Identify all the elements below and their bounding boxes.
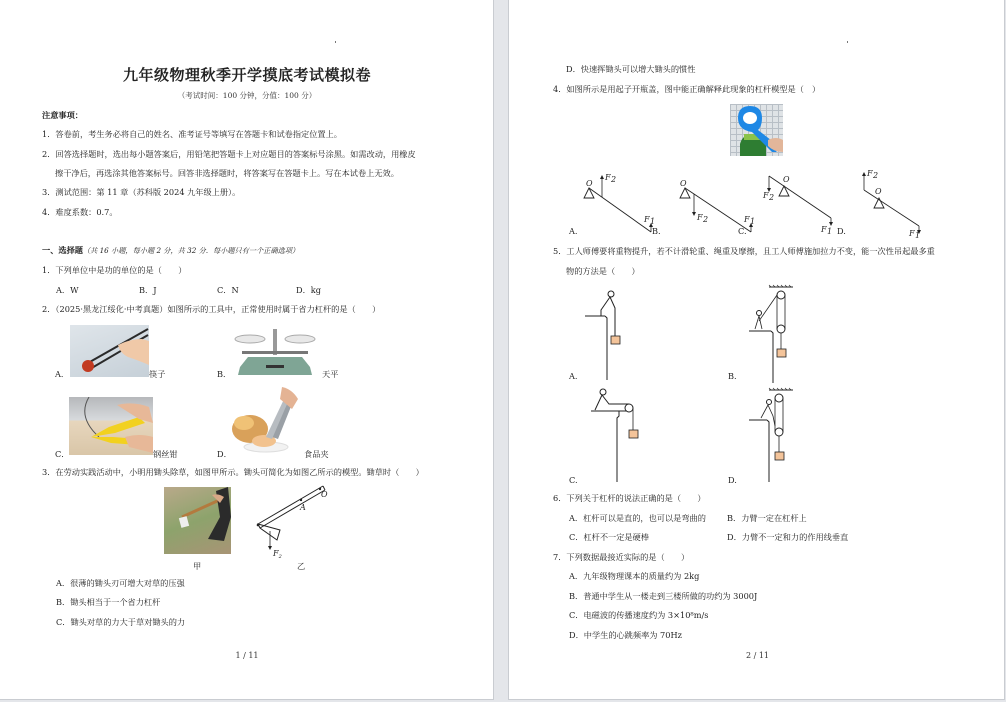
q4-option-b: B.	[652, 226, 661, 236]
svg-text:2: 2	[611, 175, 617, 184]
figure-label-yi: 乙	[297, 561, 306, 571]
lever-model-b	[680, 179, 755, 232]
hoe-weeding-photo	[164, 487, 231, 554]
q6-option-c: C．杠杆不一定是硬棒	[569, 532, 649, 542]
question-5-stem-cont: 物的方法是（ ）	[566, 266, 640, 276]
figure-label-jia: 甲	[193, 561, 202, 571]
q2-option-c-caption: 钢丝钳	[153, 449, 178, 459]
lever-model-d	[862, 170, 921, 240]
q3-option-b: B．锄头相当于一个省力杠杆	[56, 597, 161, 607]
svg-text:O: O	[586, 179, 593, 188]
q5-option-c: C.	[569, 475, 578, 485]
svg-text:F: F	[821, 225, 827, 234]
svg-text:F: F	[605, 173, 611, 182]
q2-option-d-caption: 食品夹	[304, 449, 329, 459]
pulley-diagram-a	[579, 288, 639, 380]
q2-option-b-letter: B．	[217, 369, 232, 379]
svg-text:1: 1	[650, 217, 656, 226]
q2-option-c-letter: C．	[55, 449, 70, 459]
q6-option-a: A．杠杆可以是直的，也可以是弯曲的	[569, 513, 706, 523]
q2-option-a-caption: 筷子	[149, 369, 166, 379]
question-3-stem: 3．在劳动实践活动中，小明用锄头除草，如图甲所示。锄头可简化为如图乙所示的模型。锄草时（ ）	[42, 467, 424, 477]
svg-text:F: F	[644, 215, 650, 224]
q7-option-d: D．中学生的心跳频率为 70Hz	[569, 630, 682, 640]
section-title: 一、选择题	[42, 245, 83, 255]
page-number: 1 / 11	[235, 651, 259, 660]
label-a: A	[300, 503, 306, 512]
pulley-diagram-c	[591, 386, 641, 482]
q1-option-b: B．J	[139, 285, 157, 295]
chopsticks-photo	[70, 325, 149, 377]
svg-text:1: 1	[915, 231, 921, 240]
svg-text:F: F	[744, 215, 750, 224]
q6-option-b: B．力臂一定在杠杆上	[727, 513, 807, 523]
svg-text:1: 1	[827, 227, 833, 236]
q7-option-c: C．电磁波的传播速度约为 3×10⁸m/s	[569, 610, 709, 620]
q4-option-d: D.	[837, 226, 846, 236]
svg-text:F: F	[867, 170, 873, 178]
q3-option-d: D．快速挥锄头可以增大锄头的惯性	[566, 64, 696, 74]
question-2-stem: 2．（2025·黑龙江绥化·中考真题）如图所示的工具中，正常使用时属于省力杠杆的是（ ）	[42, 304, 381, 314]
lever-model-a	[584, 173, 655, 232]
bottle-opener-photo	[730, 104, 783, 156]
question-6-stem: 6．下列关于杠杆的说法正确的是（ ）	[553, 493, 706, 503]
notice-item: 1．答卷前，考生务必将自己的姓名、准考证号等填写在答题卡和试卷指定位置上。	[42, 129, 342, 139]
q5-option-b: B.	[728, 371, 737, 381]
label-o: O	[321, 490, 328, 499]
q2-option-d-letter: D．	[217, 449, 232, 459]
notice-heading: 注意事项：	[42, 110, 83, 120]
notice-item: 擦干净后，再选涂其他答案标号。回答非选择题时，将答案写在答题卡上。写在本试卷上无效。	[55, 168, 399, 178]
pliers-photo	[69, 397, 153, 455]
page-mark	[335, 41, 336, 43]
hoe-lever-diagram	[255, 484, 335, 560]
q5-option-d: D.	[728, 475, 737, 485]
question-5-stem: 5．工人师傅要将重物提升，若不计滑轮重、绳重及摩擦，且工人师傅施加拉力不变，能一次性吊起最多重	[553, 246, 935, 256]
document-page-2	[508, 0, 1005, 700]
q7-option-b: B．普通中学生从一楼走到三楼所做的功约为 3000J	[569, 591, 758, 601]
svg-text:2: 2	[873, 171, 879, 180]
svg-text:2: 2	[703, 215, 709, 224]
exam-subtitle: （考试时间：100 分钟，分值：100 分）	[177, 91, 317, 100]
page-mark	[847, 41, 848, 43]
svg-text:F: F	[909, 229, 915, 238]
q1-option-a: A．W	[56, 285, 79, 295]
question-7-stem: 7．下列数据最接近实际的是（ ）	[553, 552, 690, 562]
svg-text:F: F	[763, 191, 769, 200]
q3-option-a: A．很薄的锄头刃可增大对草的压强	[56, 578, 185, 588]
q4-lever-models	[569, 170, 939, 240]
question-4-stem: 4．如图所示是用起子开瓶盖，图中能正确解释此现象的杠杆模型是（ ）	[553, 84, 821, 94]
q7-option-a: A．九年级物理课本的质量约为 2kg	[569, 571, 700, 581]
q2-option-a-letter: A．	[55, 369, 70, 379]
q5-option-a: A.	[569, 371, 578, 381]
section-heading	[42, 245, 299, 256]
q3-option-c: C．锄头对草的力大于草对锄头的力	[56, 617, 186, 627]
notice-item: 2．回答选择题时，选出每小题答案后，用铅笔把答题卡上对应题目的答案标号涂黑。如需改动，用橡皮	[42, 149, 416, 159]
q2-option-b-caption: 天平	[322, 369, 339, 379]
svg-text:O: O	[783, 175, 790, 184]
question-1-stem: 1．下列单位中是功的单位的是（ ）	[42, 265, 187, 275]
pulley-diagram-b	[749, 283, 799, 383]
pulley-diagram-d	[749, 386, 799, 482]
label-f2: $F_2$	[273, 549, 282, 560]
svg-text:1: 1	[750, 217, 756, 226]
q4-option-a: A.	[569, 226, 578, 236]
svg-text:O: O	[875, 187, 882, 196]
q1-option-d: D．kg	[296, 285, 321, 295]
svg-text:F: F	[697, 213, 703, 222]
q1-option-c: C．N	[217, 285, 239, 295]
food-tongs-photo	[232, 387, 300, 457]
q4-option-c: C.	[738, 226, 747, 236]
svg-text:2: 2	[769, 193, 775, 202]
q6-option-d: D．力臂不一定和力的作用线垂直	[727, 532, 849, 542]
page-number: 2 / 11	[745, 651, 770, 660]
notice-item: 4．难度系数：0.7。	[42, 207, 118, 217]
notice-item: 3．测试范围：第 11 章（苏科版 2024 九年级上册）。	[42, 187, 241, 197]
section-note: （共 16 小题，每小题 2 分，共 32 分．每小题只有一个正确选项）	[82, 246, 300, 255]
document-page-1	[0, 0, 494, 700]
svg-text:O: O	[680, 179, 687, 188]
balance-scale-photo	[232, 327, 318, 377]
exam-title: 九年级物理秋季开学摸底考试模拟卷	[122, 66, 371, 84]
lever-model-c	[762, 175, 833, 236]
